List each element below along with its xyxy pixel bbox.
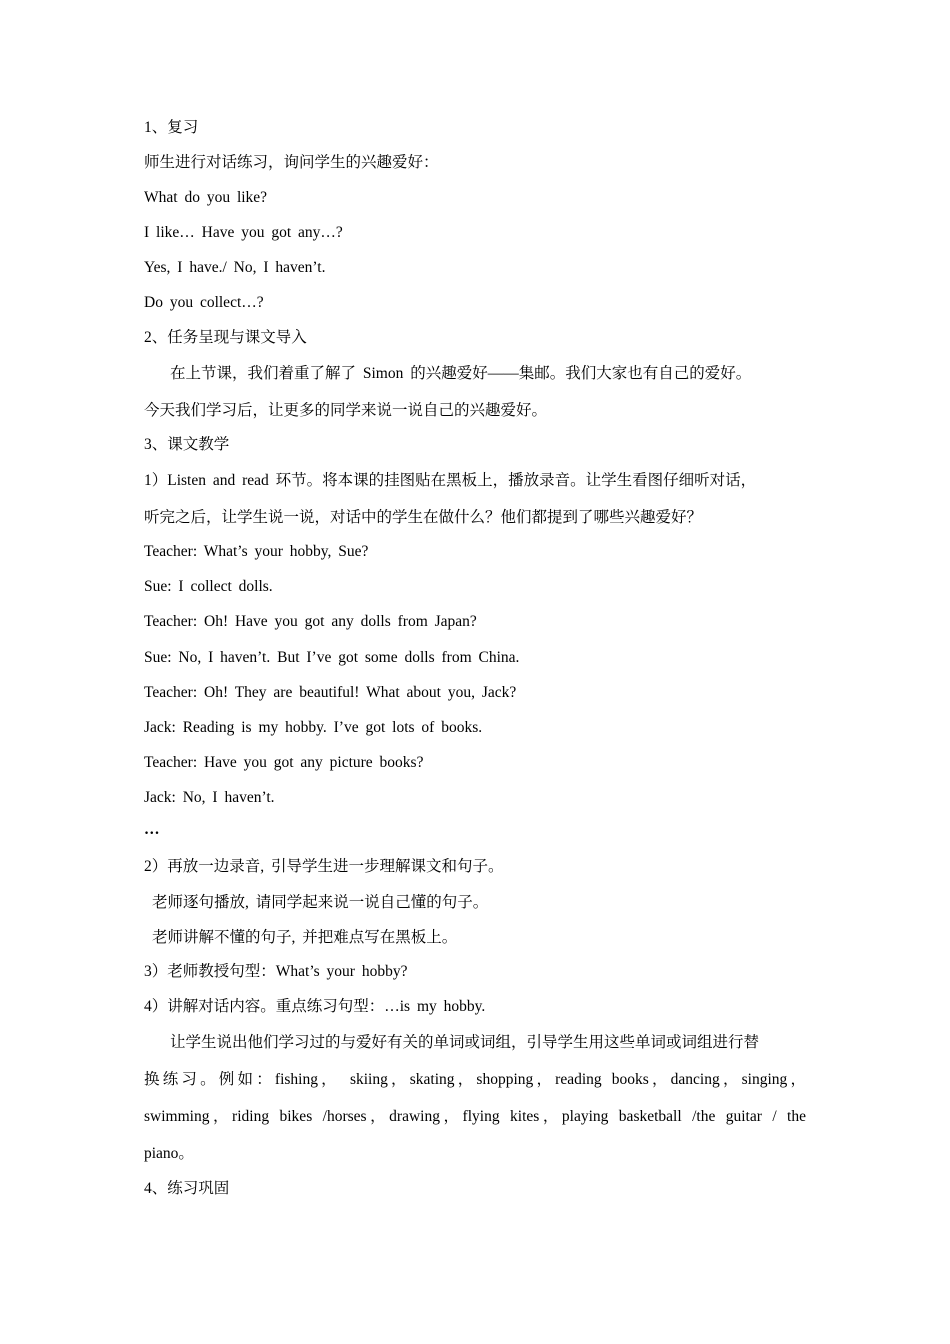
ellipsis: … xyxy=(144,821,161,838)
paragraph-line: 在上节课，我们着重了解了 Simon 的兴趣爱好——集邮。我们大家也有自己的爱好。 xyxy=(170,365,752,382)
dialogue-line: Teacher: Oh! Have you got any dolls from Japan? xyxy=(144,613,477,630)
paragraph-line: 今天我们学习后，让更多的同学来说一说自己的兴趣爱好。 xyxy=(144,402,548,419)
dialogue-line: Jack: Reading is my hobby. I’ve got lots of books. xyxy=(144,719,483,736)
dialogue-line: Sue: No, I haven’t. But I’ve got some dolls from China. xyxy=(144,649,520,666)
paragraph-line: 4）讲解对话内容。重点练习句型：…is my hobby. xyxy=(144,998,486,1015)
dialogue-line: Teacher: Oh! They are beautiful! What about you, Jack? xyxy=(144,684,517,701)
dialogue-line: Jack: No, I haven’t. xyxy=(144,789,275,806)
dialogue-line: Do you collect…? xyxy=(144,294,264,311)
dialogue-line: Sue: I collect dolls. xyxy=(144,578,273,595)
paragraph-line: 听完之后，让学生说一说，对话中的学生在做什么？他们都提到了哪些兴趣爱好？ xyxy=(144,509,703,526)
paragraph-line: swimming，riding bikes /horses，drawing，flying kites，playing basketball /the guitar / the xyxy=(144,1108,806,1125)
paragraph-line: 2）再放一边录音, 引导学生进一步理解课文和句子。 xyxy=(144,858,504,875)
paragraph-line: 老师逐句播放, 请同学起来说一说自己懂的句子。 xyxy=(152,894,489,911)
paragraph-line: 师生进行对话练习，询问学生的兴趣爱好： xyxy=(144,154,439,171)
dialogue-line: Teacher: What’s your hobby, Sue? xyxy=(144,543,369,560)
dialogue-line: What do you like? xyxy=(144,189,268,206)
paragraph-line: 让学生说出他们学习过的与爱好有关的单词或词组，引导学生用这些单词或词组进行替 xyxy=(170,1034,760,1051)
paragraph-line: 1）Listen and read 环节。将本课的挂图贴在黑板上，播放录音。让学生看图仔细听对话， xyxy=(144,472,757,489)
dialogue-line: I like… Have you got any…? xyxy=(144,224,343,241)
paragraph-line: 3）老师教授句型：What’s your hobby? xyxy=(144,963,408,980)
section-heading-practice: 4、练习巩固 xyxy=(144,1180,230,1197)
section-heading-task: 2、任务呈现与课文导入 xyxy=(144,329,307,346)
section-heading-teaching: 3、课文教学 xyxy=(144,436,230,453)
section-heading-review: 1、复习 xyxy=(144,119,199,136)
paragraph-line: 换练习。例如：fishing， skiing，skating，shopping，reading books，dancing，singing， xyxy=(144,1071,806,1088)
paragraph-line: piano。 xyxy=(144,1145,194,1162)
dialogue-line: Yes, I have./ No, I haven’t. xyxy=(144,259,326,276)
paragraph-line: 老师讲解不懂的句子, 并把难点写在黑板上。 xyxy=(152,929,458,946)
dialogue-line: Teacher: Have you got any picture books? xyxy=(144,754,424,771)
